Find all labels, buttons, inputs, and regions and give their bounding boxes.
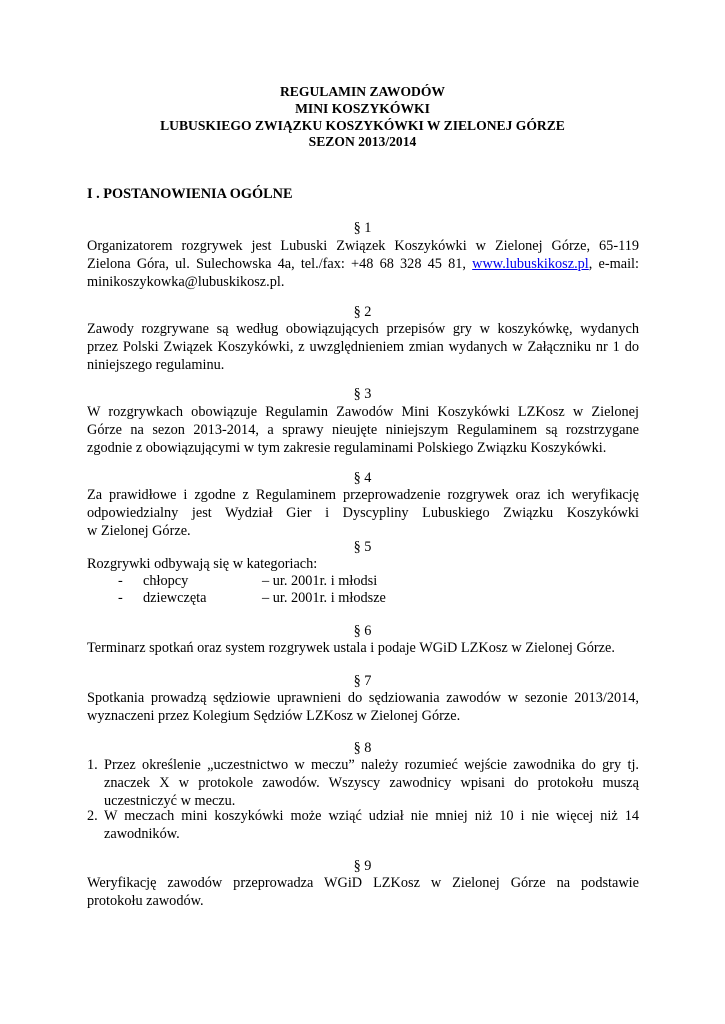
paragraph-7-line-2: wyznaczeni przez Kolegium Sędziów LZKosz w Zielonej Górze. bbox=[87, 707, 461, 724]
list-item-2-line-1: W meczach mini koszykówki może wziąć udział nie mniej niż 10 i nie więcej niż 14 bbox=[104, 808, 639, 824]
paragraph-3-line-3: zgodnie z obowiązującymi w tym zakresie regulaminami Polskiego Związku Koszykówki. bbox=[87, 439, 607, 456]
paragraph-mark-4: § 4 bbox=[353, 470, 372, 486]
paragraph-7-line-1: Spotkania prowadzą sędziowie uprawnieni do sędziowania zawodów w sezonie 2013/2014, bbox=[87, 690, 639, 706]
category-row bbox=[0, 590, 725, 608]
category-birth: – ur. 2001r. i młodsze bbox=[262, 590, 386, 606]
section-heading: I . POSTANOWIENIA OGÓLNE bbox=[87, 186, 293, 202]
paragraph-7 bbox=[87, 690, 639, 726]
paragraph-mark-5: § 5 bbox=[353, 539, 372, 555]
category-dash: - bbox=[118, 590, 123, 606]
paragraph-1 bbox=[87, 238, 639, 291]
paragraph-9-line-2: protokołu zawodów. bbox=[87, 892, 204, 909]
paragraph-2-line-1: Zawody rozgrywane są według obowiązujących przepisów gry w koszykówkę, wydanych bbox=[87, 321, 639, 337]
paragraph-2-line-2: przez Polski Związek Koszykówki, z uwzględnieniem zmian wydanych w Załączniku nr 1 do bbox=[87, 338, 639, 355]
list-item-number: 1. bbox=[87, 757, 98, 773]
paragraph-3 bbox=[87, 404, 639, 457]
category-birth: – ur. 2001r. i młodsi bbox=[262, 573, 378, 589]
category-row bbox=[0, 573, 725, 591]
paragraph-1-line-2 bbox=[87, 256, 639, 274]
list-item bbox=[104, 757, 639, 810]
title-line-2: MINI KOSZYKÓWKI bbox=[295, 100, 430, 116]
list-item-2-line-2: zawodników. bbox=[104, 825, 180, 842]
category-name: dziewczęta bbox=[143, 590, 207, 606]
paragraph-4-line-3: w Zielonej Górze. bbox=[87, 522, 191, 539]
list-item-1-line-1: Przez określenie „uczestnictwo w meczu” należy rozumieć wejście zawodnika do gry tj. bbox=[104, 757, 639, 773]
paragraph-mark-6: § 6 bbox=[353, 623, 372, 639]
paragraph-2-line-3: niniejszego regulaminu. bbox=[87, 356, 225, 373]
category-name: chłopcy bbox=[143, 573, 189, 589]
paragraph-3-line-2: Górze na sezon 2013-2014, a sprawy nieujęte niniejszym Regulaminem są rozstrzygane bbox=[87, 421, 639, 438]
paragraph-1-line-3: minikoszykowka@lubuskikosz.pl. bbox=[87, 273, 285, 290]
paragraph-mark-8: § 8 bbox=[353, 740, 372, 756]
paragraph-5-intro: Rozgrywki odbywają się w kategoriach: bbox=[87, 556, 318, 572]
list-item bbox=[104, 808, 639, 844]
paragraph-3-line-1: W rozgrywkach obowiązuje Regulamin Zawodów Mini Koszykówki LZKosz w Zielonej bbox=[87, 404, 639, 420]
list-item-1-line-2: znaczek X w protokole zawodów. Wszyscy zawodnicy wpisani do protokołu muszą bbox=[104, 774, 639, 791]
list-item-number: 2. bbox=[87, 808, 98, 824]
title-line-1: REGULAMIN ZAWODÓW bbox=[279, 84, 446, 99]
paragraph-mark-7: § 7 bbox=[353, 673, 372, 689]
paragraph-mark-9: § 9 bbox=[353, 858, 372, 874]
paragraph-4 bbox=[87, 487, 639, 540]
category-dash: - bbox=[118, 573, 123, 589]
paragraph-1-line-2-pre: Zielona Góra, ul. Sulechowska 4a, tel./fax: +48 68 328 45 81, bbox=[87, 255, 466, 272]
paragraph-mark-1: § 1 bbox=[353, 220, 372, 236]
paragraph-1-line-2-post: , e-mail: bbox=[588, 255, 640, 272]
paragraph-4-line-2: odpowiedzialny jest Wydział Gier i Dyscypliny Lubuskiego Związku Koszykówki bbox=[87, 504, 639, 521]
website-link[interactable]: www.lubuskikosz.pl bbox=[472, 255, 589, 272]
document-title bbox=[0, 84, 725, 151]
paragraph-9 bbox=[87, 875, 639, 911]
paragraph-9-line-1: Weryfikację zawodów przeprowadza WGiD LZKosz w Zielonej Górze na podstawie bbox=[87, 875, 639, 891]
paragraph-4-line-1: Za prawidłowe i zgodne z Regulaminem przeprowadzenie rozgrywek oraz ich weryfikację bbox=[87, 487, 639, 503]
paragraph-mark-2: § 2 bbox=[353, 304, 372, 320]
list-item-1-line-3: uczestniczyć w meczu. bbox=[104, 792, 236, 809]
title-line-4: SEZON 2013/2014 bbox=[308, 134, 417, 150]
paragraph-2 bbox=[87, 321, 639, 374]
paragraph-1-line-1: Organizatorem rozgrywek jest Lubuski Związek Koszykówki w Zielonej Górze, 65-119 bbox=[87, 238, 639, 254]
title-line-3: LUBUSKIEGO ZWIĄZKU KOSZYKÓWKI W ZIELONEJ GÓRZE bbox=[160, 117, 565, 133]
paragraph-mark-3: § 3 bbox=[353, 386, 372, 402]
paragraph-6-line-1: Terminarz spotkań oraz system rozgrywek ustala i podaje WGiD LZKosz w Zielonej Górze. bbox=[87, 640, 615, 656]
